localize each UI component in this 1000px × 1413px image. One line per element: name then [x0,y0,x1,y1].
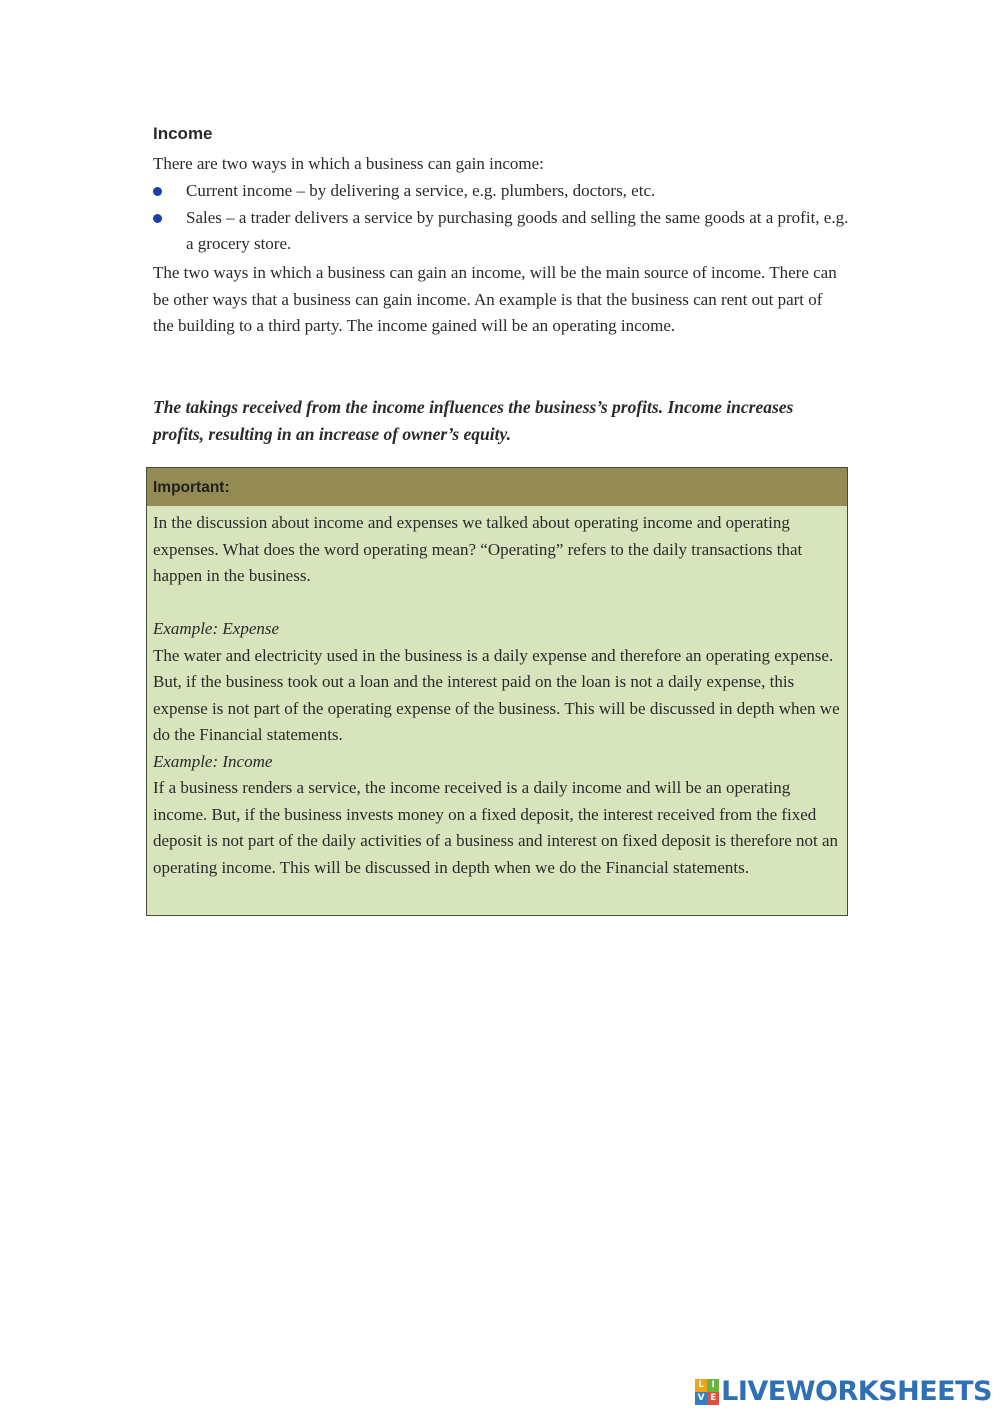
watermark-text: LIVEWORKSHEETS [721,1376,992,1407]
example-income-text: If a business renders a service, the income received is a daily income and will be an operating income. But, if the business invests money on a fixed deposit, the interest received from the fixed deposit is not part of the daily activities of a business and interest on fixed deposit is therefore not an operating income. This will be discussed in depth when we do the Financial statements. [153,778,839,877]
liveworksheets-logo-icon: L I V E [695,1379,719,1405]
important-intro: In the discussion about income and expenses we talked about operating income and operating expenses. What does the word operating mean? “Operating” refers to the daily transactions that happen in the business. [153,513,803,585]
emphasis-statement: The takings received from the income influences the business’s profits. Income increases profits, resulting in an increase of owner’s equity. [153,397,794,444]
income-ways-list [153,178,853,258]
bullet-icon [153,214,162,223]
list-item-text: Sales – a trader delivers a service by purchasing goods and selling the same goods at a profit, e.g. a grocery store. [186,207,849,253]
example-income-label: Example: Income [153,751,273,771]
list-item [153,178,853,205]
list-item [153,205,853,258]
spacer [153,590,841,617]
income-paragraph: The two ways in which a business can gain an income, will be the main source of income. There can be other ways that a business can gain income. An example is that the business can rent out part of the building to a third party. The income gained will be an operating income. [153,263,837,335]
important-body [147,506,847,881]
intro-text: There are two ways in which a business can gain income: [153,154,544,173]
liveworksheets-watermark [695,1376,992,1407]
section-title: Income [153,124,213,143]
list-item-text: Current income – by delivering a service, e.g. plumbers, doctors, etc. [186,181,656,200]
bullet-icon [153,187,162,196]
important-box [146,467,848,916]
important-header: Important: [147,468,847,506]
example-expense-text: The water and electricity used in the business is a daily expense and therefore an operating expense. But, if the business took out a loan and the interest paid on the loan is not a daily expense, this expense is not part of the operating expense of the business. This will be discussed in depth when we do the Financial statements. [153,645,840,744]
example-expense-label: Example: Expense [153,619,280,638]
